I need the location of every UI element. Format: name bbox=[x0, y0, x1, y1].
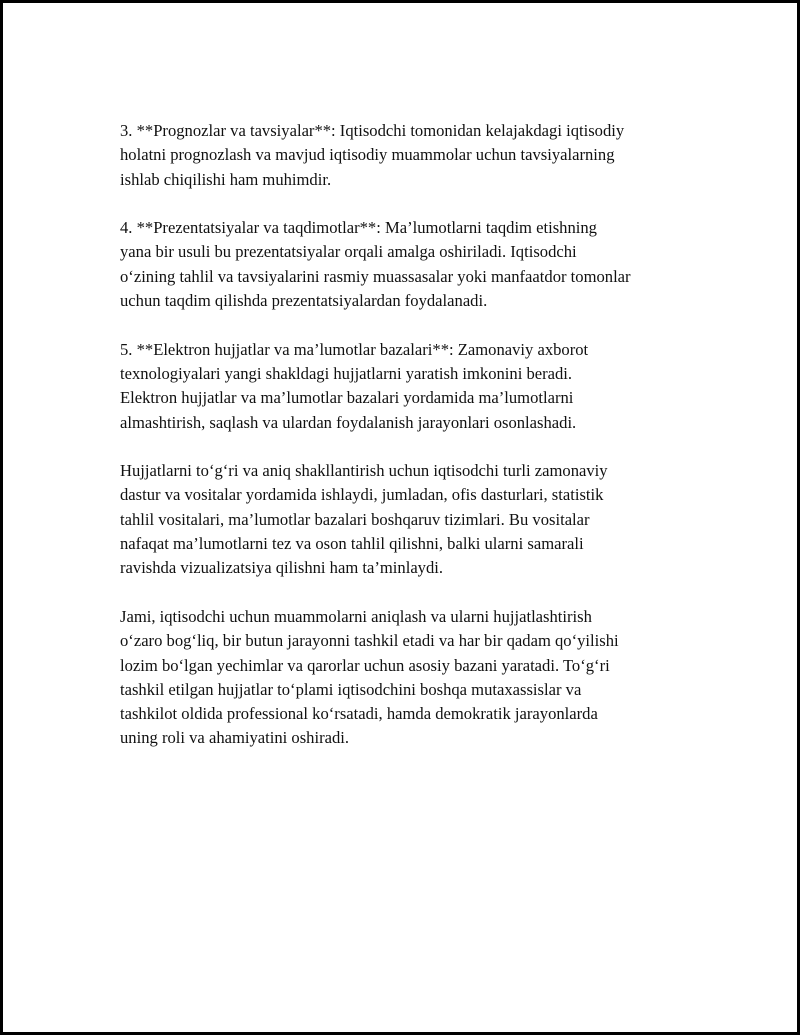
text-line: tahlil vositalari, ma’lumotlar bazalari boshqaruv tizimlari. Bu vositalar bbox=[120, 509, 590, 529]
paragraph-presentations bbox=[120, 216, 690, 313]
text-line: ishlab chiqilishi ham muhimdir. bbox=[120, 169, 332, 189]
document-body bbox=[120, 119, 690, 775]
text-line: uning roli va ahamiyatini oshiradi. bbox=[120, 728, 350, 748]
paragraph-conclusion bbox=[120, 605, 690, 751]
text-line: uchun taqdim qilishda prezentatsiyalardan foydalanadi. bbox=[120, 291, 488, 311]
text-line: almashtirish, saqlash va ulardan foydalanish jarayonlari osonlashadi. bbox=[120, 412, 577, 432]
text-line: o‘zining tahlil va tavsiyalarini rasmiy muassasalar yoki manfaatdor tomonlar bbox=[120, 266, 631, 286]
text-line: texnologiyalari yangi shakldagi hujjatlarni yaratish imkonini beradi. bbox=[120, 363, 573, 383]
text-line: Jami, iqtisodchi uchun muammolarni aniqlash va ularni hujjatlashtirish bbox=[120, 606, 592, 626]
text-line: holatni prognozlash va mavjud iqtisodiy muammolar uchun tavsiyalarning bbox=[120, 145, 615, 165]
paragraph-forecasts bbox=[120, 119, 690, 192]
text-line: tashkil etilgan hujjatlar to‘plami iqtisodchini boshqa mutaxassislar va bbox=[120, 679, 582, 699]
text-line: 5. **Elektron hujjatlar va ma’lumotlar bazalari**: Zamonaviy axborot bbox=[120, 339, 589, 359]
text-line: 4. **Prezentatsiyalar va taqdimotlar**: Ma’lumotlarni taqdim etishning bbox=[120, 218, 597, 238]
text-line: Hujjatlarni to‘g‘ri va aniq shakllantirish uchun iqtisodchi turli zamonaviy bbox=[120, 461, 608, 481]
text-line: dastur va vositalar yordamida ishlaydi, jumladan, ofis dasturlari, statistik bbox=[120, 485, 604, 505]
text-line: ravishda vizualizatsiya qilishni ham ta’minlaydi. bbox=[120, 558, 444, 578]
text-line: lozim bo‘lgan yechimlar va qarorlar uchun asosiy bazani yaratadi. To‘g‘ri bbox=[120, 655, 610, 675]
paragraph-tools bbox=[120, 459, 690, 580]
text-line: Elektron hujjatlar va ma’lumotlar bazalari yordamida ma’lumotlarni bbox=[120, 388, 574, 408]
text-line: o‘zaro bog‘liq, bir butun jarayonni tashkil etadi va har bir qadam qo‘yilishi bbox=[120, 631, 619, 651]
text-line: 3. **Prognozlar va tavsiyalar**: Iqtisodchi tomonidan kelajakdagi iqtisodiy bbox=[120, 121, 625, 140]
text-line: nafaqat ma’lumotlarni tez va oson tahlil qilishni, balki ularni samarali bbox=[120, 534, 584, 554]
paragraph-electronic-documents bbox=[120, 338, 690, 435]
text-line: tashkilot oldida professional ko‘rsatadi, hamda demokratik jarayonlarda bbox=[120, 704, 598, 724]
text-line: yana bir usuli bu prezentatsiyalar orqali amalga oshiriladi. Iqtisodchi bbox=[120, 242, 577, 262]
